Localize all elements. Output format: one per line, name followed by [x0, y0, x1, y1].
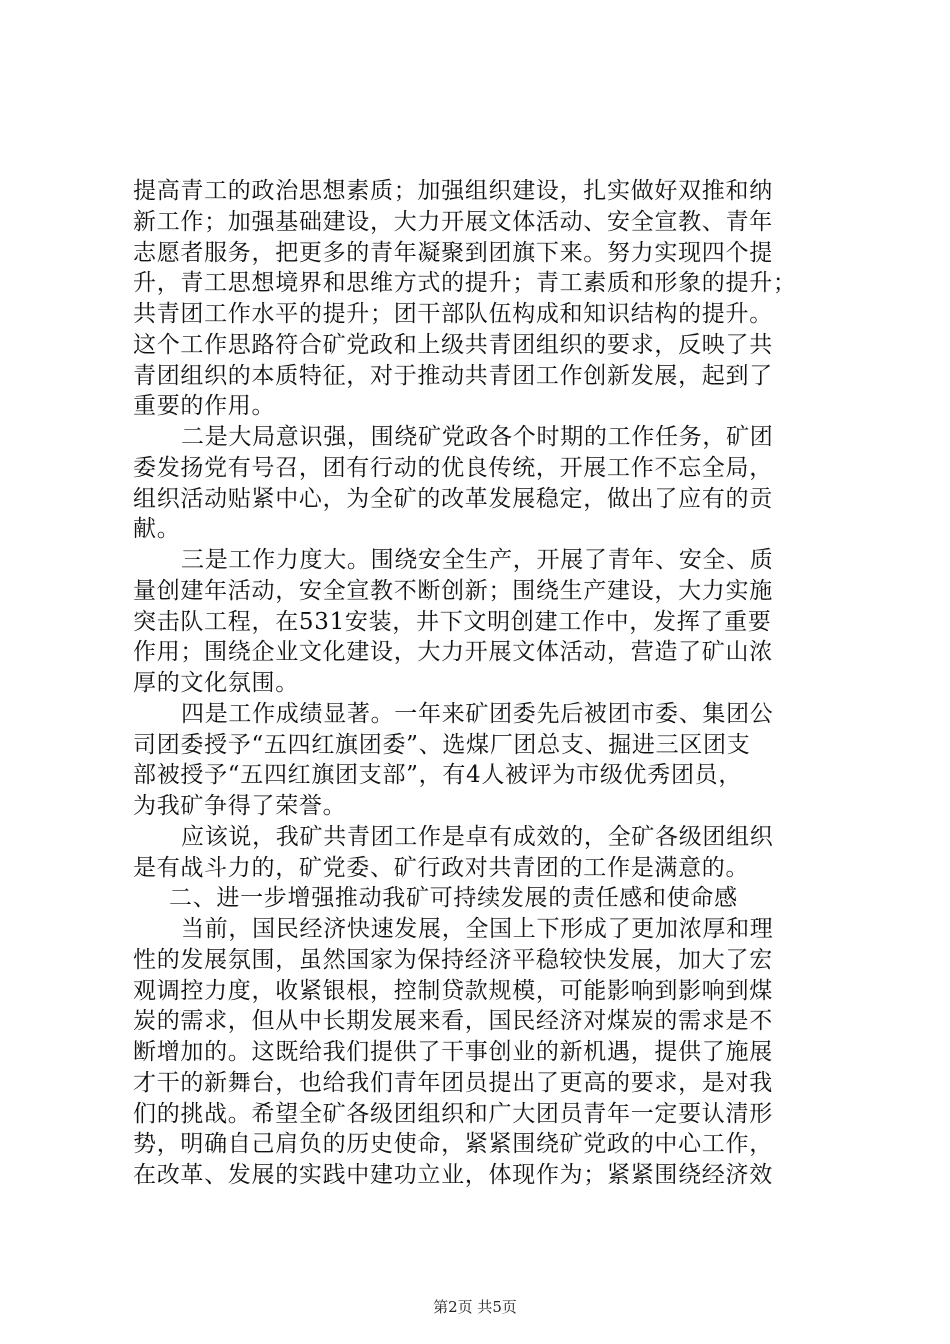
section-heading: 二、进一步增强推动我矿可持续发展的责任感和使命感: [169, 885, 738, 912]
text-line: 这个工作思路符合矿党政和上级共青团组织的要求，反映了共: [133, 331, 773, 358]
page-footer: [0, 1297, 950, 1317]
text-line: 委发扬党有号召，团有行动的优良传统，开展工作不忘全局，: [133, 454, 773, 481]
text-line: 共青团工作水平的提升；团干部队伍构成和知识结构的提升。: [133, 301, 773, 327]
text-line: 升，青工思想境界和思维方式的提升；青工素质和形象的提升；: [133, 270, 797, 297]
text-line: 作用；围绕企业文化建设，大力开展文体活动，营造了矿山浓: [133, 639, 773, 666]
text-line: 势，明确自己肩负的历史使命，紧紧围绕矿党政的中心工作，: [133, 1131, 773, 1158]
text-line: 重要的作用。: [133, 393, 276, 420]
text-line: 在改革、发展的实践中建功立业，体现作为；紧紧围绕经济效: [133, 1162, 773, 1188]
text-line: 们的挑战。希望全矿各级团组织和广大团员青年一定要认清形: [133, 1100, 773, 1127]
text-line: 提高青工的政治思想素质；加强组织建设，扎实做好双推和纳: [133, 178, 773, 204]
text-line: 性的发展氛围，虽然国家为保持经济平稳较快发展，加大了宏: [133, 946, 773, 973]
text-line: 断增加的。这既给我们提供了干事创业的新机遇，提供了施展: [133, 1039, 773, 1065]
text-line: 炭的需求，但从中长期发展来看，国民经济对煤炭的需求是不: [133, 1008, 773, 1035]
text-line: 突击队工程，在531安装，井下文明创建工作中，发挥了重要: [133, 608, 772, 635]
paragraph-start-line: 当前，国民经济快速发展，全国上下形成了更加浓厚和理: [181, 916, 774, 942]
text-line: 献。: [133, 516, 181, 543]
text-line: 新工作；加强基础建设，大力开展文体活动、安全宣教、青年: [133, 208, 773, 235]
text-line: 部被授予“五四红旗团支部”，有4人被评为市级优秀团员，: [133, 762, 743, 789]
text-line: 才干的新舞台，也给我们青年团员提出了更高的要求，是对我: [133, 1069, 773, 1096]
paragraph-start-line: 四是工作成绩显著。一年来矿团委先后被团市委、集团公: [181, 700, 774, 727]
paragraph-start-line: 二是大局意识强，围绕矿党政各个时期的工作任务，矿团: [181, 424, 774, 450]
text-line: 为我矿争得了荣誉。: [133, 793, 347, 819]
text-line: 是有战斗力的，矿党委、矿行政对共青团的工作是满意的。: [133, 854, 750, 881]
body-text: [133, 176, 833, 1191]
text-line: 厚的文化氛围。: [133, 670, 299, 696]
text-line: 组织活动贴紧中心，为全矿的改革发展稳定，做出了应有的贡: [133, 485, 773, 512]
paragraph-start-line: 应该说，我矿共青团工作是卓有成效的，全矿各级团组织: [181, 823, 774, 850]
paragraph-start-line: 三是工作力度大。围绕安全生产，开展了青年、安全、质: [181, 547, 774, 573]
text-line: 量创建年活动，安全宣教不断创新；围绕生产建设，大力实施: [133, 577, 773, 604]
page-number: 第2页 共5页: [433, 1298, 517, 1316]
text-line: 志愿者服务，把更多的青年凝聚到团旗下来。努力实现四个提: [133, 239, 773, 266]
text-line: 青团组织的本质特征，对于推动共青团工作创新发展，起到了: [133, 362, 773, 389]
text-line: 观调控力度，收紧银根，控制贷款规模，可能影响到影响到煤: [133, 977, 773, 1004]
text-line: 司团委授予“五四红旗团委”、选煤厂团总支、掘进三区团支: [133, 731, 751, 758]
